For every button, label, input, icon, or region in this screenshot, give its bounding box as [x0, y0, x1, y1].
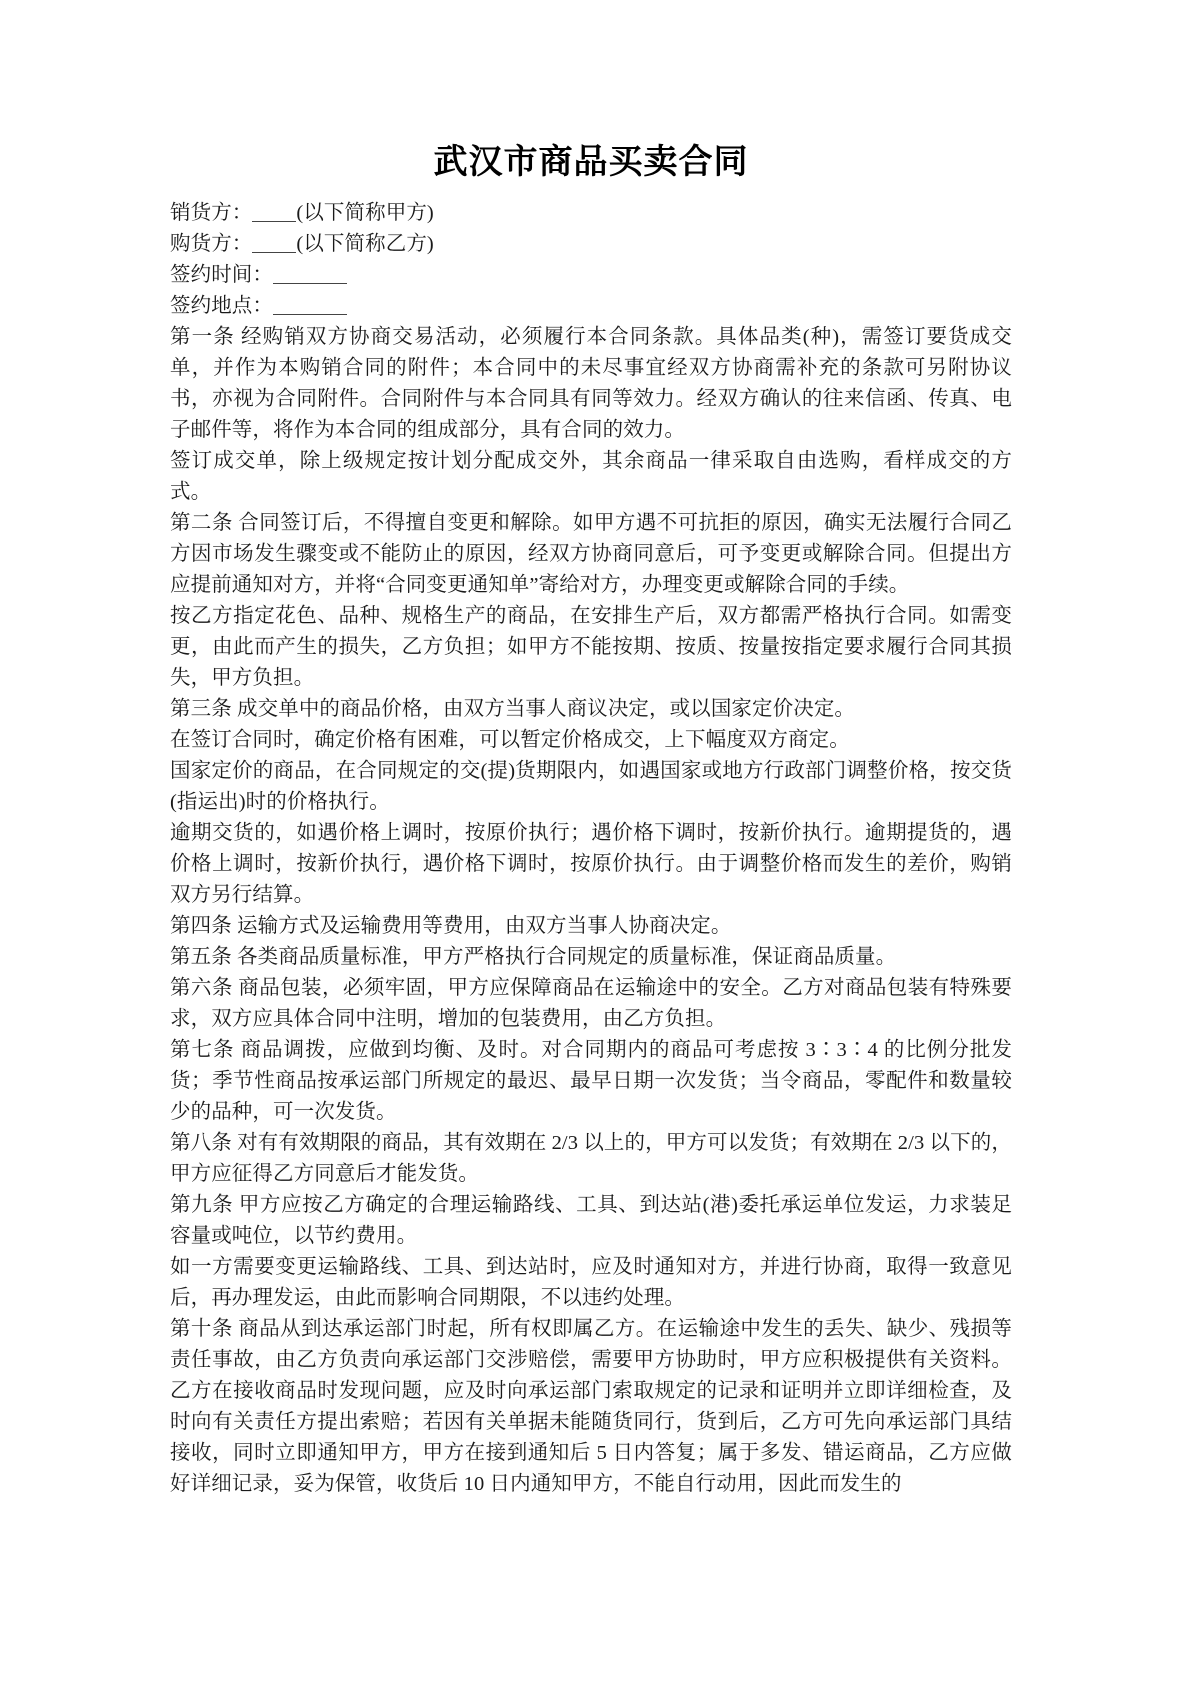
clause-paragraph: 国家定价的商品，在合同规定的交(提)货期限内，如遇国家或地方行政部门调整价格，按交货(指运出)时的价格执行。: [170, 760, 1012, 813]
clause-paragraph: 在签订合同时，确定价格有困难，可以暂定价格成交，上下幅度双方商定。: [170, 729, 850, 751]
clause-paragraph: 第五条 各类商品质量标准，甲方严格执行合同规定的质量标准，保证商品质量。: [170, 946, 897, 968]
header-field-sign-date: [170, 260, 1012, 291]
clause-paragraph: 按乙方指定花色、品种、规格生产的商品，在安排生产后，双方都需严格执行合同。如需变更，由此而产生的损失，乙方负担；如甲方不能按期、按质、按量按指定要求履行合同其损失，甲方负担。: [170, 605, 1012, 689]
header-field-label: 购货方：: [170, 233, 253, 255]
clause-paragraph: 第七条 商品调拨，应做到均衡、及时。对合同期内的商品可考虑按 3∶3∶4 的比例分批发货；季节性商品按承运部门所规定的最迟、最早日期一次发货；当令商品，零配件和数量较少的品种，可一次发货。: [170, 1039, 1012, 1123]
clause-paragraph: 第一条 经购销双方协商交易活动，必须履行本合同条款。具体品类(种)，需签订要货成交单，并作为本购销合同的附件；本合同中的未尽事宜经双方协商需补充的条款可另附协议书，亦视为合同附件。合同附件与本合同具有同等效力。经双方确认的往来信函、传真、电子邮件等，将作为本合同的组成部分，具有合同的效力。: [170, 326, 1012, 441]
clause-paragraph: 第三条 成交单中的商品价格，由双方当事人商议决定，或以国家定价决定。: [170, 698, 856, 720]
header-field-label: 签约地点：: [170, 295, 273, 317]
contract-header-fields: [170, 198, 1012, 322]
header-field-suffix: (以下简称甲方): [296, 202, 434, 224]
header-field-label: 销货方：: [170, 202, 253, 224]
clause-paragraph: 第十条 商品从到达承运部门时起，所有权即属乙方。在运输途中发生的丢失、缺少、残损等责任事故，由乙方负责向承运部门交涉赔偿，需要甲方协助时，甲方应积极提供有关资料。乙方在接收商品时发现问题，应及时向承运部门索取规定的记录和证明并立即详细检查，及时向有关责任方提出索赔；若因有关单据未能随货同行，货到后，乙方可先向承运部门具结接收，同时立即通知甲方，甲方在接到通知后 5 日内答复；属于多发、错运商品，乙方应做好详细记录，妥为保管，收货后 10 日内通知甲方，不能自行动用，因此而发生的: [170, 1318, 1012, 1495]
header-field-seller: [170, 198, 1012, 229]
clause-paragraph: 第八条 对有有效期限的商品，其有效期在 2/3 以上的，甲方可以发货；有效期在 2/3 以下的，甲方应征得乙方同意后才能发货。: [170, 1132, 1012, 1185]
clause-paragraph: 签订成交单，除上级规定按计划分配成交外，其余商品一律采取自由选购，看样成交的方式。: [170, 450, 1012, 503]
header-field-sign-place: [170, 291, 1012, 322]
clause-paragraph: 第四条 运输方式及运输费用等费用，由双方当事人协商决定。: [170, 915, 732, 937]
clause-paragraph: 第二条 合同签订后，不得擅自变更和解除。如甲方遇不可抗拒的原因，确实无法履行合同乙方因市场发生骤变或不能防止的原因，经双方协商同意后，可予变更或解除合同。但提出方应提前通知对方，并将“合同变更通知单”寄给对方，办理变更或解除合同的手续。: [170, 512, 1012, 596]
header-field-label: 签约时间：: [170, 264, 273, 286]
header-field-suffix: (以下简称乙方): [296, 233, 434, 255]
header-field-blank[interactable]: [252, 238, 296, 253]
header-field-blank[interactable]: [273, 269, 347, 284]
header-field-blank[interactable]: [273, 300, 347, 315]
clause-paragraph: 第九条 甲方应按乙方确定的合理运输路线、工具、到达站(港)委托承运单位发运，力求装足容量或吨位，以节约费用。: [170, 1194, 1012, 1247]
clause-paragraph: 如一方需要变更运输路线、工具、到达站时，应及时通知对方，并进行协商，取得一致意见后，再办理发运，由此而影响合同期限，不以违约处理。: [170, 1256, 1012, 1309]
clause-paragraph: 逾期交货的，如遇价格上调时，按原价执行；遇价格下调时，按新价执行。逾期提货的，遇价格上调时，按新价执行，遇价格下调时，按原价执行。由于调整价格而发生的差价，购销双方另行结算。: [170, 822, 1012, 906]
header-field-buyer: [170, 229, 1012, 260]
document-title: 武汉市商品买卖合同: [433, 142, 749, 182]
clause-paragraph: 第六条 商品包装，必须牢固，甲方应保障商品在运输途中的安全。乙方对商品包装有特殊要求，双方应具体合同中注明，增加的包装费用，由乙方负担。: [170, 977, 1012, 1030]
document-body: [170, 140, 1012, 1500]
contract-clauses: [170, 322, 1012, 1500]
header-field-blank[interactable]: [252, 207, 296, 222]
